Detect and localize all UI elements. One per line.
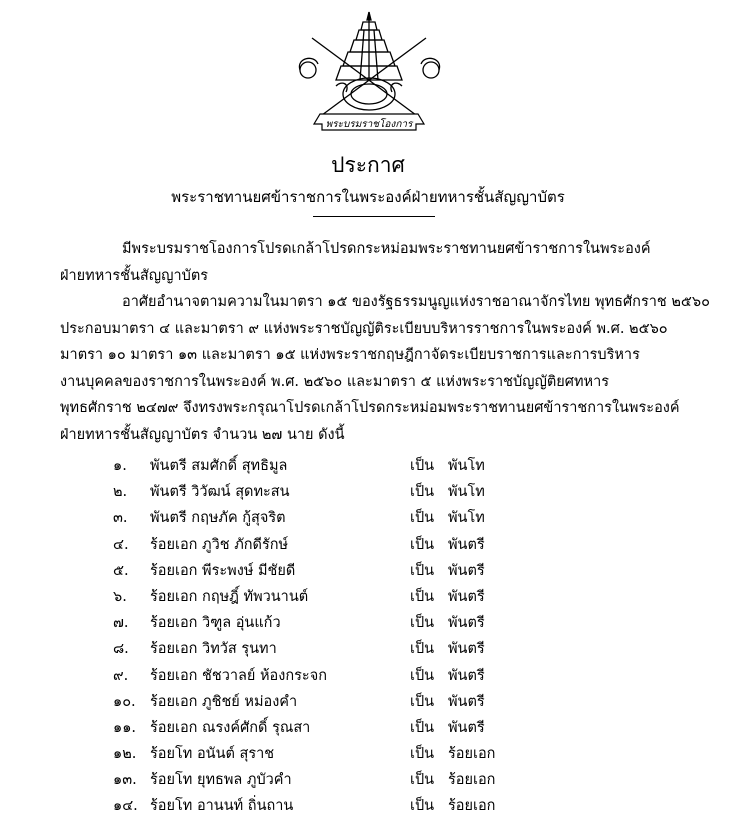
item-connector: เป็น: [410, 588, 435, 605]
item-name: ร้อยโท อานนท์ ถิ่นถาน: [150, 798, 294, 815]
list-item: [0, 610, 736, 636]
item-rank: พันตรี: [448, 667, 485, 684]
item-name: ร้อยเอก วิฑูล อุ่นแก้ว: [150, 615, 281, 632]
paragraph-line: มีพระบรมราชโองการโปรดเกล้าโปรดกระหม่อมพระราชทานยศข้าราชการในพระองค์: [122, 241, 651, 257]
item-name: ร้อยโท อนันต์ สุราช: [150, 746, 275, 763]
paragraph-line: ฝ่ายทหารชั้นสัญญาบัตร: [60, 267, 209, 284]
item-number: ๙.: [113, 667, 129, 684]
item-number: ๗.: [113, 615, 129, 632]
item-rank: พันตรี: [448, 693, 485, 710]
item-connector: เป็น: [410, 536, 435, 553]
list-item: [0, 453, 736, 479]
item-number: ๔.: [113, 536, 129, 553]
paragraph-line: มาตรา ๑๐ มาตรา ๑๓ และมาตรา ๑๕ แห่งพระราชกฤษฎีกาจัดระเบียบราชการและการบริหาร: [60, 347, 640, 363]
list-item: [0, 767, 736, 793]
list-item: [0, 479, 736, 505]
item-connector: เป็น: [410, 772, 435, 789]
list-item: [0, 636, 736, 662]
title-divider: [313, 216, 435, 217]
item-rank: ร้อยเอก: [448, 746, 496, 763]
item-number: ๒.: [113, 484, 128, 501]
promotion-list: [0, 453, 736, 820]
item-number: ๓.: [113, 510, 128, 527]
emblem-banner-text: พระบรมราชโองการ: [325, 119, 413, 130]
item-rank: พันตรี: [448, 536, 485, 553]
paragraph-line: พุทธศักราช ๒๔๗๙ จึงทรงพระกรุณาโปรดเกล้าโปรดกระหม่อมพระราชทานยศข้าราชการในพระองค์: [60, 400, 680, 416]
item-connector: เป็น: [410, 798, 435, 815]
item-name: ร้อยเอก ณรงค์ศักดิ์ รุณสา: [150, 719, 311, 736]
royal-emblem-icon: [292, 10, 447, 132]
item-number: ๑.: [113, 458, 127, 474]
paragraph-announcement: [60, 236, 680, 289]
item-name: ร้อยเอก พีระพงษ์ มีชัยดี: [150, 562, 296, 579]
item-connector: เป็น: [410, 719, 435, 736]
list-item: [0, 715, 736, 741]
item-rank: พันตรี: [448, 562, 485, 579]
item-rank: พันตรี: [448, 641, 485, 658]
item-connector: เป็น: [410, 615, 435, 632]
item-rank: พันตรี: [448, 615, 485, 632]
item-number: ๑๒.: [113, 746, 137, 763]
item-name: ร้อยโท ยุทธพล ภูบัวคำ: [150, 772, 292, 789]
list-item: [0, 584, 736, 610]
item-number: ๖.: [113, 588, 127, 605]
item-connector: เป็น: [410, 484, 435, 501]
item-rank: พันตรี: [448, 588, 485, 605]
item-name: ร้อยเอก กฤษฎิ์ ทัพวนานต์: [150, 588, 309, 605]
item-name: พันตรี กฤษภัค กู้สุจริต: [150, 510, 286, 527]
list-item: [0, 741, 736, 767]
page-title: ประกาศ: [331, 153, 405, 177]
paragraph-line: อาศัยอำนาจตามความในมาตรา ๑๕ ของรัฐธรรมนูญแห่งราชอาณาจักรไทย พุทธศักราช ๒๕๖๐: [122, 294, 710, 310]
item-name: ร้อยเอก ชัชวาลย์ ห้องกระจก: [150, 667, 327, 684]
item-rank: พันโท: [448, 458, 485, 474]
item-number: ๑๓.: [113, 772, 137, 789]
list-item: [0, 793, 736, 819]
list-item: [0, 689, 736, 715]
item-rank: ร้อยเอก: [448, 772, 496, 789]
list-item: [0, 558, 736, 584]
paragraph-line: งานบุคคลของราชการในพระองค์ พ.ศ. ๒๕๖๐ และมาตรา ๕ แห่งพระราชบัญญัติยศทหาร: [60, 373, 610, 390]
item-number: ๑๔.: [113, 798, 138, 815]
item-rank: พันโท: [448, 484, 485, 501]
list-item: [0, 532, 736, 558]
list-item: [0, 505, 736, 531]
item-rank: พันโท: [448, 510, 485, 527]
item-name: ร้อยเอก ภูวิช ภักดีรักษ์: [150, 536, 289, 553]
list-item: [0, 663, 736, 689]
item-connector: เป็น: [410, 667, 435, 684]
item-connector: เป็น: [410, 458, 435, 474]
item-rank: ร้อยเอก: [448, 798, 496, 815]
item-name: ร้อยเอก วิทวัส รุนทา: [150, 641, 277, 658]
item-connector: เป็น: [410, 746, 435, 763]
item-number: ๑๑.: [113, 719, 137, 736]
page-subtitle: พระราชทานยศข้าราชการในพระองค์ฝ่ายทหารชั้นสัญญาบัตร: [171, 188, 565, 206]
item-connector: เป็น: [410, 562, 435, 579]
item-rank: พันตรี: [448, 719, 485, 736]
item-number: ๘.: [113, 641, 129, 658]
paragraph-authority: [60, 289, 710, 448]
item-name: พันตรี วิวัฒน์ สุดทะสน: [150, 484, 290, 501]
item-number: ๑๐.: [113, 693, 136, 710]
item-name: ร้อยเอก ภูชิชย์ หม่องคำ: [150, 693, 298, 710]
item-connector: เป็น: [410, 641, 435, 658]
item-connector: เป็น: [410, 510, 435, 527]
paragraph-line: ฝ่ายทหารชั้นสัญญาบัตร จำนวน ๒๗ นาย ดังนี้: [60, 426, 345, 443]
paragraph-line: ประกอบมาตรา ๔ และมาตรา ๙ แห่งพระราชบัญญัติระเบียบบริหารราชการในพระองค์ พ.ศ. ๒๕๖๐: [60, 320, 668, 337]
item-name: พันตรี สมศักดิ์ สุทธิมูล: [150, 458, 288, 474]
item-number: ๕.: [113, 562, 129, 579]
item-connector: เป็น: [410, 693, 435, 710]
